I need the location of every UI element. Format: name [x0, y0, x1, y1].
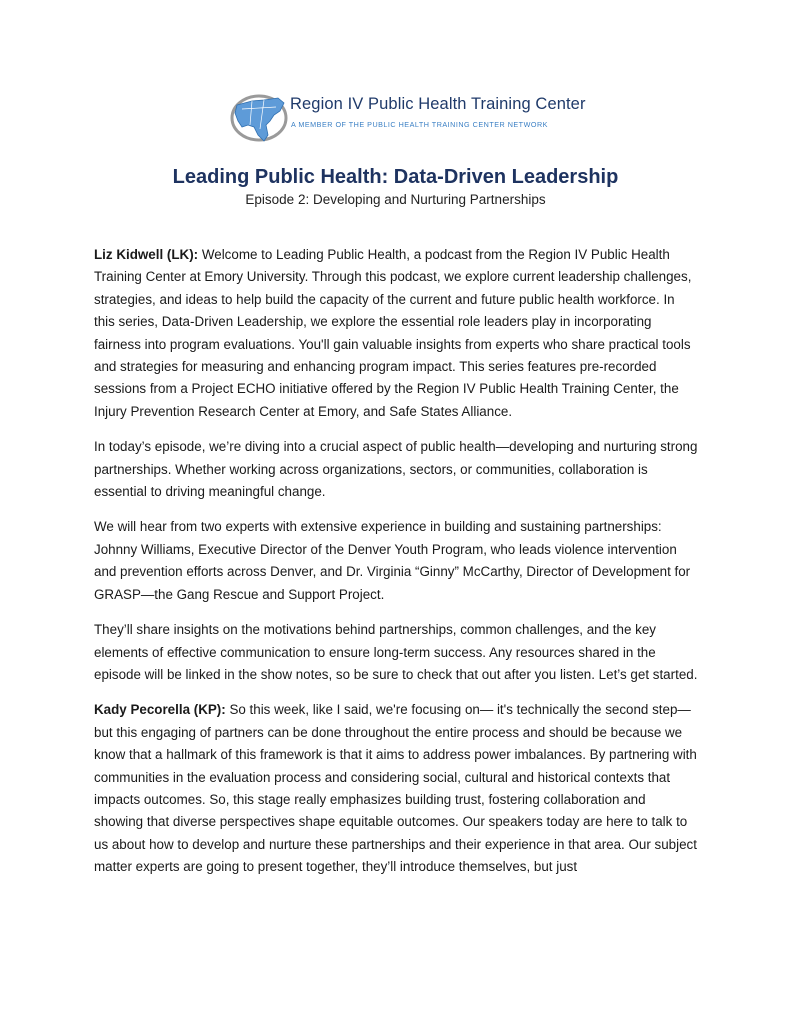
logo-title: Region IV Public Health Training Center	[290, 95, 586, 113]
region-iv-logo	[228, 91, 586, 147]
transcript-paragraph	[94, 516, 698, 606]
transcript-paragraph	[94, 699, 698, 878]
paragraph-text: They’ll share insights on the motivations behind partnerships, common challenges, and the key elements of effective communication to ensure long-term success. Any resources shared in the episode will be linked in the show notes, so be sure to check that out after you listen. Let’s get started.	[94, 622, 698, 682]
episode-subtitle: Episode 2: Developing and Nurturing Partnerships	[245, 192, 546, 207]
transcript-paragraph	[94, 436, 698, 503]
transcript-paragraph	[94, 244, 698, 423]
document-title: Leading Public Health: Data-Driven Leadership	[172, 166, 619, 188]
speaker-label: Liz Kidwell (LK):	[94, 247, 199, 262]
paragraph-text: We will hear from two experts with extensive experience in building and sustaining partnerships: Johnny Williams, Executive Director of the Denver Youth Program, who leads violence intervention and prevention efforts across Denver, and Dr. Virginia “Ginny” McCarthy, Director of Development for GRASP—the Gang Rescue and Support Project.	[94, 519, 691, 602]
paragraph-text: In today’s episode, we’re diving into a crucial aspect of public health—developing and nurturing strong partnerships. Whether working across organizations, sectors, or communities, collaboration is essential to driving meaningful change.	[94, 439, 698, 500]
speaker-label: Kady Pecorella (KP):	[94, 702, 226, 718]
transcript-paragraph	[94, 619, 698, 686]
paragraph-text: So this week, like I said, we're focusing on— it's technically the second step—but this engaging of partners can be done throughout the entire process and should be because we know that a hallmark of this framework is that it aims to address power imbalances. By partnering with communities in the evaluation process and considering social, cultural and historical contexts that impacts outcomes. So, this stage really emphasizes building trust, fostering collaboration and showing that diverse perspectives shape equitable outcomes. Our speakers today are here to talk to us about how to develop and nurture these partnerships and their experience in that area. Our subject matter experts are going to present together, they’ll introduce themselves, but just	[94, 702, 697, 875]
paragraph-text: Welcome to Leading Public Health, a podcast from the Region IV Public Health Training Center at Emory University. Through this podcast, we explore current leadership challenges, strategies, and ideas to help build the capacity of the current and future public health workforce. In this series, Data-Driven Leadership, we explore the essential role leaders play in incorporating fairness into program evaluations. You'll gain valuable insights from experts who share practical tools and strategies for measuring and enhancing program impact. This series features pre-recorded sessions from a Project ECHO initiative offered by the Region IV Public Health Training Center, the Injury Prevention Research Center at Emory, and Safe States Alliance.	[94, 247, 692, 419]
southeast-map-icon	[228, 91, 290, 147]
logo-subtitle: A MEMBER OF THE PUBLIC HEALTH TRAINING CENTER NETWORK	[291, 120, 548, 129]
transcript-body	[94, 244, 698, 892]
